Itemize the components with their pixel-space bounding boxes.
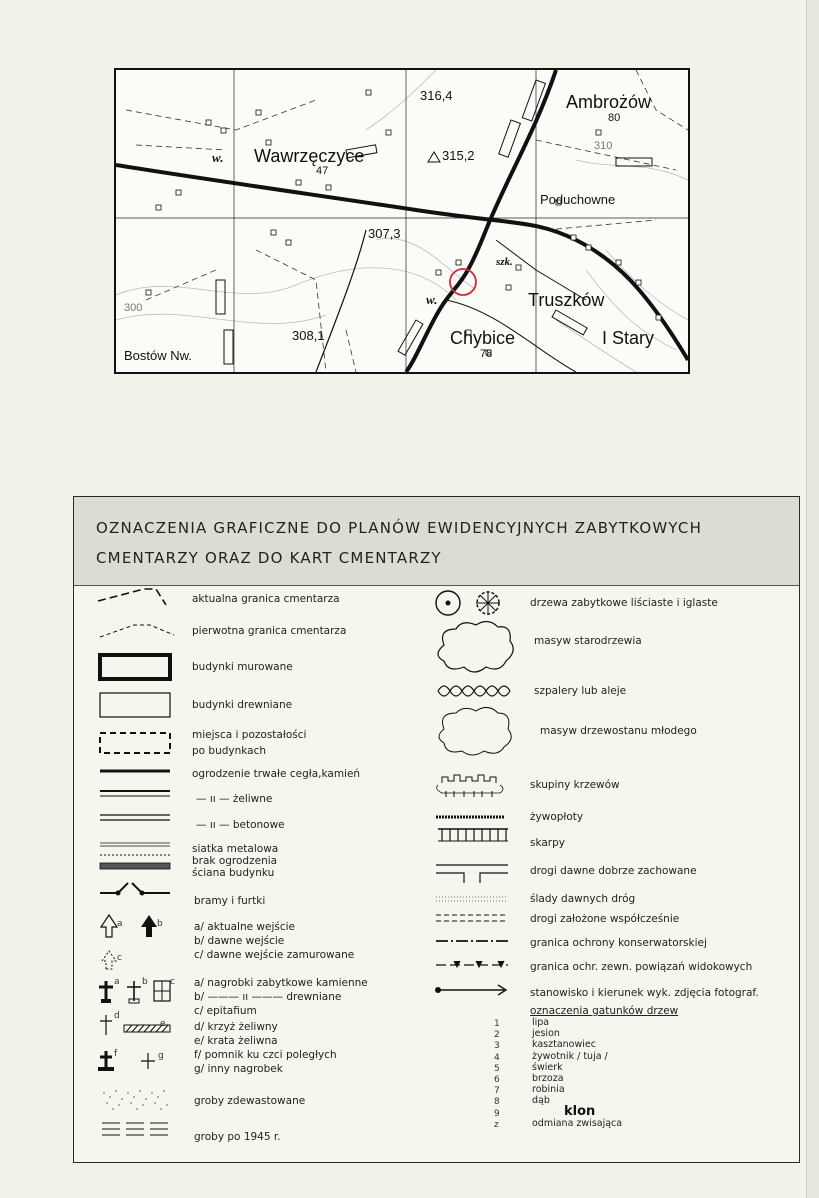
species-name: robinia bbox=[532, 1084, 565, 1096]
legend-text-devastated: groby zdewastowane bbox=[194, 1095, 306, 1107]
place-bostow: Bostów Nw. bbox=[124, 348, 192, 363]
legend-text-post-1945: groby po 1945 r. bbox=[194, 1131, 281, 1143]
legend-text-gates: bramy i furtki bbox=[194, 895, 266, 907]
height-2: 315,2 bbox=[442, 148, 475, 163]
sym-letter-g: g bbox=[158, 1051, 164, 1061]
species-name: dąb bbox=[532, 1095, 550, 1107]
species-number: 3 bbox=[494, 1041, 500, 1052]
legend-text-wooden-buildings: budynki drewniane bbox=[192, 699, 293, 711]
triangulation-point bbox=[428, 152, 440, 162]
species-name: klon bbox=[564, 1103, 596, 1119]
legend-text-remains-1: miejsca i pozostałości bbox=[192, 729, 307, 741]
legend-text-epitaph: c/ epitafium bbox=[194, 1005, 257, 1017]
sym-letter-a2: a bbox=[114, 977, 120, 987]
place-szk: szk. bbox=[496, 256, 513, 268]
cemetery-marker bbox=[450, 269, 476, 295]
place-poduchowne: Poduchowne bbox=[540, 192, 616, 207]
legend-text-tombs-wood: b/ ——— ıı ——— drewniane bbox=[194, 991, 342, 1003]
legend-text-entrance-current: a/ aktualne wejście bbox=[194, 921, 295, 933]
species-title: oznaczenia gatunków drzew bbox=[530, 1005, 679, 1017]
species-number: 6 bbox=[494, 1075, 500, 1085]
species-name: kasztanowiec bbox=[532, 1039, 596, 1051]
legend-text-photo-position: stanowisko i kierunek wyk. zdjęcia fotograf. bbox=[530, 987, 759, 999]
species-number: z bbox=[494, 1119, 499, 1130]
place-w-2: w. bbox=[426, 292, 438, 307]
place-chybice: Chybice bbox=[450, 328, 516, 348]
species-number: 2 bbox=[494, 1030, 500, 1041]
map-drawing bbox=[116, 70, 688, 372]
legend-text-heritage-trees: drzewa zabytkowe liściaste i iglaste bbox=[530, 597, 718, 609]
legend-text-wall: ściana budynku bbox=[192, 867, 275, 879]
contour-lines bbox=[116, 70, 688, 372]
legend-text-fence-iron: — ıı — żeliwne bbox=[196, 793, 273, 805]
sym-letter-b2: b bbox=[142, 977, 148, 987]
legend-text-view-boundary: granica ochr. zewn. powiązań widokowych bbox=[530, 961, 753, 973]
legend-text-shrubs: skupiny krzewów bbox=[530, 779, 620, 791]
height-5: 300 bbox=[124, 302, 143, 314]
sym-letter-f: f bbox=[114, 1049, 118, 1059]
legend-text-mesh: siatka metalowa bbox=[192, 843, 279, 855]
legend-text-monument: f/ pomnik ku czci poległych bbox=[194, 1049, 337, 1061]
legend-text-tombs-stone: a/ nagrobki zabytkowe kamienne bbox=[194, 977, 368, 989]
legend-text-entrance-old: b/ dawne wejście bbox=[194, 935, 285, 947]
sym-letter-b1: b bbox=[157, 919, 163, 929]
species-name: brzoza bbox=[532, 1073, 564, 1084]
height-3: 307,3 bbox=[368, 226, 401, 241]
legend-text-iron-cross: d/ krzyż żeliwny bbox=[194, 1021, 278, 1033]
legend-text-current-boundary: aktualna granica cmentarza bbox=[192, 593, 340, 605]
species-name: odmiana zwisająca bbox=[532, 1117, 623, 1129]
height-6: 310 bbox=[594, 140, 613, 152]
legend-text-protection-boundary: granica ochrony konserwatorskiej bbox=[530, 937, 707, 949]
species-number: 1 bbox=[494, 1019, 500, 1029]
sym-letter-e: e bbox=[160, 1019, 166, 1029]
legend-text-old-stand: masyw starodrzewia bbox=[534, 635, 642, 647]
species-name: świerk bbox=[532, 1061, 563, 1073]
species-name: żywotnik / tuja / bbox=[532, 1050, 608, 1062]
sym-letter-a1: a bbox=[117, 919, 123, 929]
species-number: 4 bbox=[494, 1052, 500, 1063]
small-buildings bbox=[146, 90, 661, 355]
place-istary: I Stary bbox=[602, 328, 655, 348]
species-number: 5 bbox=[494, 1063, 500, 1074]
map-grid bbox=[116, 70, 688, 372]
legend-text-alleys: szpalery lub aleje bbox=[534, 685, 627, 697]
sym-letter-c2: c bbox=[170, 977, 175, 987]
field-boundaries bbox=[126, 70, 688, 372]
legend-header bbox=[74, 497, 799, 586]
legend-title-line-2: CMENTARZY ORAZ DO KART CMENTARZY bbox=[96, 549, 442, 567]
place-ambrozow: Ambrożów bbox=[566, 92, 652, 112]
legend-text-original-boundary: pierwotna granica cmentarza bbox=[192, 625, 347, 637]
main-roads bbox=[116, 70, 688, 372]
legend-text-no-fence: brak ogrodzenia bbox=[192, 855, 278, 867]
place-truszkow: Truszków bbox=[528, 290, 605, 310]
legend-text-escarpments: skarpy bbox=[530, 837, 565, 849]
sym-letter-d: d bbox=[114, 1011, 120, 1021]
place-wawrzeczyce-num: 47 bbox=[316, 165, 329, 177]
legend-panel bbox=[73, 496, 800, 1163]
legend-text-old-roads: drogi dawne dobrze zachowane bbox=[530, 865, 697, 877]
legend-text-hedges: żywopłoty bbox=[530, 811, 584, 823]
legend-text-fence-concrete: — ıı — betonowe bbox=[196, 819, 285, 831]
legend-text-fence-permanent: ogrodzenie trwałe cegła,kamień bbox=[192, 768, 361, 780]
place-ambrozow-num: 80 bbox=[608, 112, 621, 124]
legend-text-brick-buildings: budynki murowane bbox=[192, 661, 293, 673]
legend-text-other-tomb: g/ inny nagrobek bbox=[194, 1063, 283, 1075]
species-number: 8 bbox=[494, 1097, 500, 1108]
right-symbols bbox=[424, 585, 544, 1162]
legend-text-road-traces: ślady dawnych dróg bbox=[530, 893, 636, 905]
species-name: jesion bbox=[532, 1028, 560, 1040]
legend-text-new-roads: drogi założone współcześnie bbox=[530, 913, 680, 925]
legend-text-young-stand: masyw drzewostanu młodego bbox=[540, 725, 697, 737]
height-1: 316,4 bbox=[420, 88, 453, 103]
place-chybice-num: 78 bbox=[480, 348, 493, 360]
legend-text-entrance-walled: c/ dawne wejście zamurowane bbox=[194, 949, 355, 961]
sym-letter-c1: c bbox=[117, 953, 122, 963]
legend-text-iron-grate: e/ krata żeliwna bbox=[194, 1035, 278, 1047]
topographic-map bbox=[114, 68, 690, 374]
height-4: 308,1 bbox=[292, 328, 325, 343]
legend-title-line-1: OZNACZENIA GRAFICZNE DO PLANÓW EWIDENCYJNYCH ZABYTKOWYCH bbox=[96, 519, 703, 537]
page-edge bbox=[806, 0, 819, 1198]
place-w-1: w. bbox=[212, 150, 224, 165]
species-number: 7 bbox=[494, 1086, 500, 1097]
legend-text-remains-2: po budynkach bbox=[192, 745, 267, 757]
place-wawrzeczyce: Wawrzęczyce bbox=[254, 146, 365, 166]
species-name: lipa bbox=[532, 1017, 550, 1028]
species-number: 9 bbox=[494, 1108, 500, 1119]
